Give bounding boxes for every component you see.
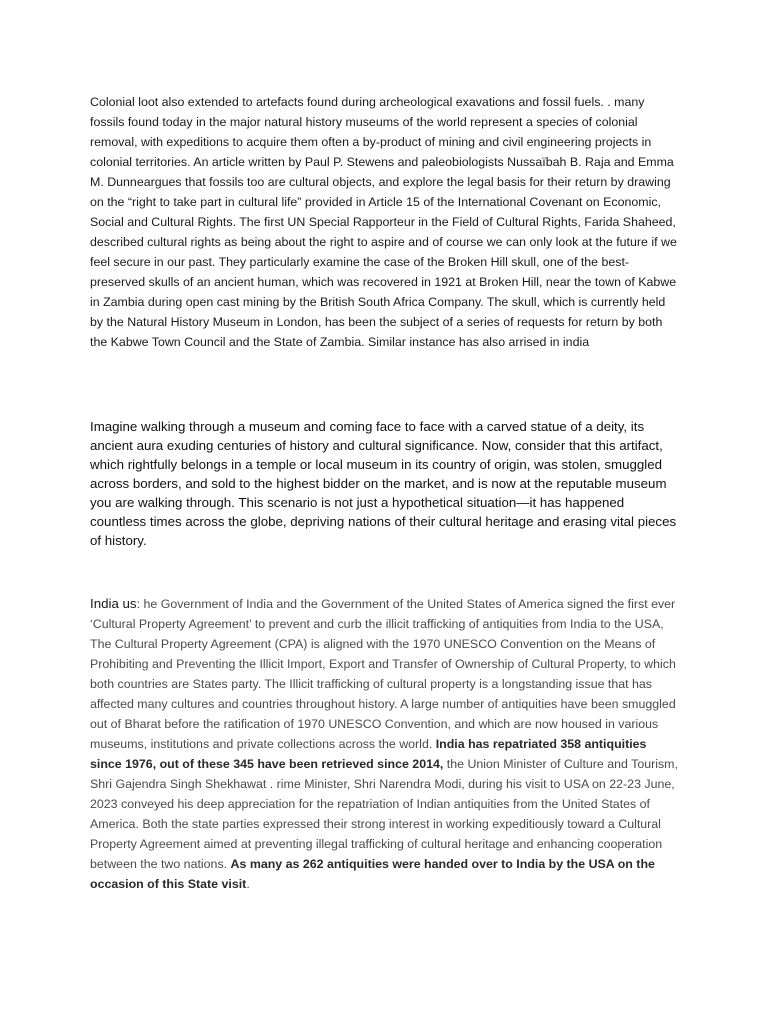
paragraph-text: the Union Minister of Culture and Tourism, Shri Gajendra Singh Shekhawat . rime Minister, Shri Narendra Modi, during his visit to USA on 22-23 June, 2023 conveyed his deep appreciation for the repatriation of Indian antiquities from the United States of America. Both the state parties expressed their strong interest in working expeditiously toward a Cultural Property Agreement aimed at preventing illegal trafficking of cultural heritage and enhancing cooperation between the two nations. (90, 757, 678, 871)
paragraph-museum-scenario: Imagine walking through a museum and coming face to face with a carved statue of a deity, its ancient aura exuding centuries of history and cultural significance. Now, consider that this artifact, which rightfully belongs in a temple or local museum in its country of origin, was stolen, smuggled across borders, and sold to the highest bidder on the market, and is now at the reputable museum you are walking through. This scenario is not just a hypothetical situation—it has happened countless times across the globe, depriving nations of their cultural heritage and erasing vital pieces of history. (90, 419, 677, 548)
bold-statement: As many as 262 antiquities were handed over to India by the USA on the occasion of this State visit (90, 857, 655, 891)
paragraph-lead: India us (90, 596, 137, 611)
bold-statement: India has repatriated 358 antiquities since 1976, out of these 345 have been retrieved since 2014, (90, 737, 647, 771)
paragraph-colonial-loot: Colonial loot also extended to artefacts found during archeological exavations and fossil fuels. . many fossils found today in the major natural history museums of the world represent a species of colonial removal, with expeditions to acquire them often a by-product of mining and civil engineering projects in colonial territories. An article written by Paul P. Stewens and paleobiologists Nussaïbah B. Raja and Emma M. Dunneargues that fossils too are cultural objects, and explore the legal basis for their return by drawing on the “right to take part in cultural life” provided in Article 15 of the International Covenant on Economic, Social and Cultural Rights. The first UN Special Rapporteur in the Field of Cultural Rights, Farida Shaheed, described cultural rights as being about the right to aspire and of course we can only look at the future if we feel secure in our past. They particularly examine the case of the Broken Hill skull, one of the best-preserved skulls of an ancient human, which was recovered in 1921 at Broken Hill, near the town of Kabwe in Zambia during open cast mining by the British South Africa Company. The skull, which is currently held by the Natural History Museum in London, has been the subject of a series of requests for return by both the Kabwe Town Council and the State of Zambia. Similar instance has also arrised in india (90, 95, 677, 349)
paragraph-text: : he Government of India and the Government of the United States of America signed the first ever ‘Cultural Property Agreement’ to prevent and curb the illicit trafficking of antiquities from India to the USA, The Cultural Property Agreement (CPA) is aligned with the 1970 UNESCO Convention on the Means of Prohibiting and Preventing the Illicit Import, Export and Transfer of Ownership of Cultural Property, to which both countries are States party. The Illicit trafficking of cultural property is a longstanding issue that has affected many cultures and countries throughout history. A large number of antiquities have been smuggled out of Bharat before the ratification of 1970 UNESCO Convention, and which are now housed in various museums, institutions and private collections across the world. (90, 597, 676, 751)
paragraph-text: . (246, 877, 250, 891)
paragraph-india-us (90, 594, 680, 894)
